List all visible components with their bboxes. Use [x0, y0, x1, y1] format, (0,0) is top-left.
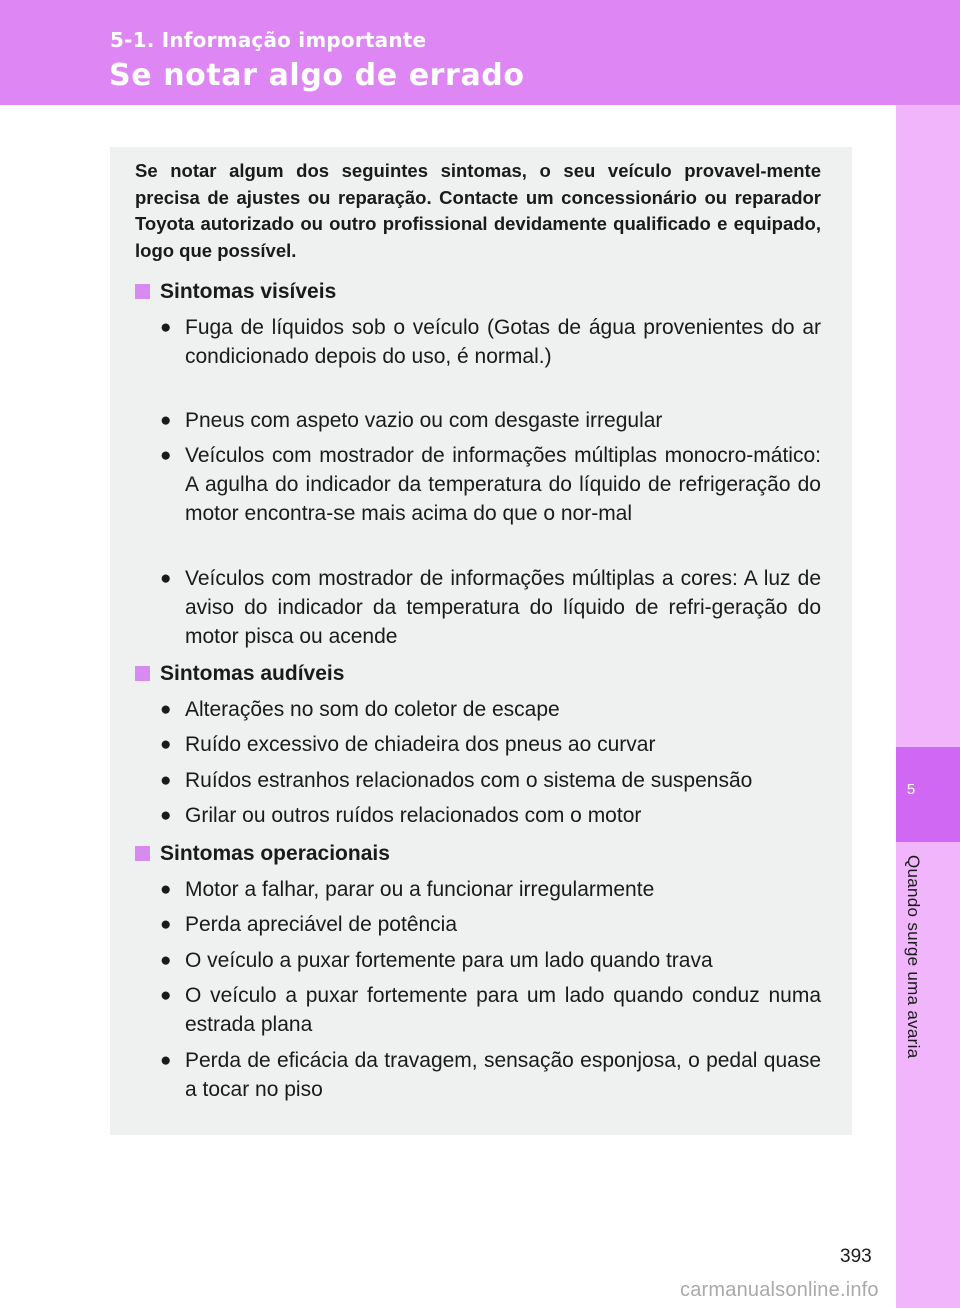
section-marker-icon	[135, 666, 150, 681]
list-item-text: O veículo a puxar fortemente para um lado quando conduz numa estrada plana	[185, 984, 821, 1036]
bullet-icon: ●	[160, 445, 172, 466]
section-marker-icon	[135, 284, 150, 299]
bullet-icon: ●	[160, 985, 172, 1006]
chapter-title: Quando surge uma avaria	[904, 855, 923, 1059]
bullet-icon: ●	[160, 699, 172, 720]
list-item-text: Ruídos estranhos relacionados com o sistema de suspensão	[185, 769, 753, 792]
list-item	[160, 1046, 821, 1104]
chapter-side-tab	[896, 105, 960, 1308]
list-item	[160, 766, 821, 795]
list-item	[160, 801, 821, 830]
list-item	[160, 981, 821, 1039]
list-item	[160, 695, 821, 724]
bullet-icon: ●	[160, 1050, 172, 1071]
bullet-icon: ●	[160, 410, 172, 431]
bullet-icon: ●	[160, 950, 172, 971]
section-title: Sintomas audíveis	[160, 662, 345, 685]
section-marker-icon	[135, 846, 150, 861]
bullet-icon: ●	[160, 568, 172, 589]
list-item-text: Motor a falhar, parar ou a funcionar irregularmente	[185, 878, 655, 901]
list-item	[160, 564, 821, 651]
section-heading	[135, 279, 336, 305]
list-item-text: Alterações no som do coletor de escape	[185, 698, 560, 721]
bullet-icon: ●	[160, 879, 172, 900]
watermark-text: carmanualsonline.info	[680, 1279, 879, 1301]
list-item	[160, 730, 821, 759]
intro-paragraph: Se notar algum dos seguintes sintomas, o seu veículo provavel-mente precisa de ajustes ou reparação. Contacte um concessionário ou reparador Toyota autorizado ou outro profissional devidamente qualificado e equipado, logo que possível.	[135, 160, 821, 262]
bullet-icon: ●	[160, 317, 172, 338]
list-item-text: Grilar ou outros ruídos relacionados com o motor	[185, 804, 642, 827]
bullet-icon: ●	[160, 734, 172, 755]
list-item	[160, 441, 821, 528]
list-item-text: Veículos com mostrador de informações múltiplas monocro-mático: A agulha do indicador da temperatura do líquido de refrigeração do motor encontra-se mais acima do que o nor-mal	[185, 444, 821, 525]
page-number: 393	[840, 1246, 872, 1267]
page-header	[0, 0, 960, 105]
section-label: 5-1. Informação importante	[110, 28, 427, 52]
list-item	[160, 875, 821, 904]
section-heading	[135, 661, 344, 687]
section-heading	[135, 841, 390, 867]
list-item-text: Fuga de líquidos sob o veículo (Gotas de água provenientes do ar condicionado depois do uso, é normal.)	[185, 316, 821, 368]
page-title: Se notar algo de errado	[109, 58, 525, 93]
list-item-text: Perda apreciável de potência	[185, 913, 458, 936]
section-title: Sintomas operacionais	[160, 842, 390, 865]
list-item	[160, 313, 821, 371]
list-item-text: O veículo a puxar fortemente para um lado quando trava	[185, 949, 713, 972]
list-item-text: Pneus com aspeto vazio ou com desgaste irregular	[185, 409, 663, 432]
list-item-text: Ruído excessivo de chiadeira dos pneus ao curvar	[185, 733, 656, 756]
chapter-number: 5	[906, 781, 916, 798]
section-title: Sintomas visíveis	[160, 280, 337, 303]
list-item-text: Veículos com mostrador de informações múltiplas a cores: A luz de aviso do indicador da temperatura do líquido de refri-geração do motor pisca ou acende	[185, 567, 821, 648]
bullet-icon: ●	[160, 805, 172, 826]
list-item-text: Perda de eficácia da travagem, sensação esponjosa, o pedal quase a tocar no piso	[185, 1049, 821, 1101]
list-item	[160, 406, 821, 435]
bullet-icon: ●	[160, 914, 172, 935]
list-item	[160, 910, 821, 939]
list-item	[160, 946, 821, 975]
bullet-icon: ●	[160, 770, 172, 791]
